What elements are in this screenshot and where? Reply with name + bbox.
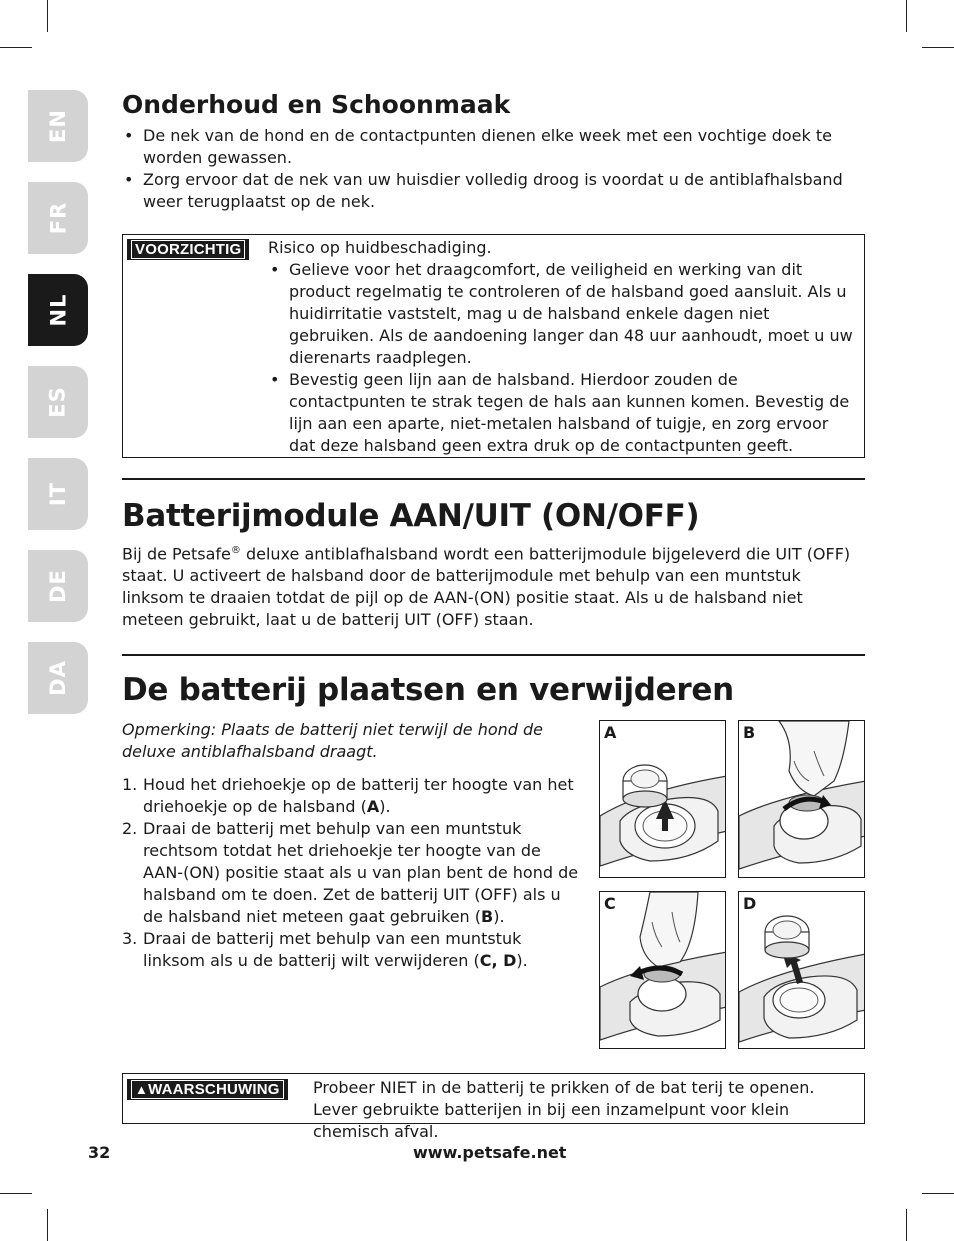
step-item: 2. Draai de batterij met behulp van een muntstuk rechtsom totdat het driehoekje ter hoogte van de AAN-(ON) positie staat als u van plan bent de hond de halsband om te doen. Zet de batterij UIT (OFF) als u de halsband niet meteen gaat gebruiken (B). [122, 819, 579, 926]
battery-replace-title: De batterij plaatsen en verwijderen [122, 672, 734, 708]
step-item: 3. Draai de batterij met behulp van een muntstuk linksom als u de batterij wilt verwijderen (C, D). [122, 929, 528, 970]
caution-box [122, 234, 865, 458]
caution-list [268, 259, 858, 457]
figure-a: A [599, 720, 726, 878]
battery-replace-section [122, 672, 865, 708]
lang-tab-en[interactable]: EN [28, 90, 88, 162]
lang-tab-es[interactable]: ES [28, 366, 88, 438]
maintenance-bullet: • Zorg ervoor dat de nek van uw huisdier volledig droog is voordat u de antiblafhalsband weer terugplaatst op de nek. [122, 169, 865, 213]
battery-insert-illustration [600, 721, 726, 878]
steps-list [122, 774, 582, 972]
maintenance-section [122, 90, 865, 213]
crop-mark [47, 1209, 48, 1241]
caution-bullet: • Bevestig geen lijn aan de halsband. Hierdoor zouden de contactpunten te strak tegen de hals aan kunnen komen. Bevestig de lijn aan een aparte, niet-metalen halsband of tuigje, en zorg ervoor dat deze halsband geen extra druk op de contactpunten geeft. [268, 369, 858, 457]
warning-label: ▲WAARSCHUWING [127, 1079, 288, 1100]
battery-module-section [122, 498, 865, 631]
note-text: Opmerking: Plaats de batterij niet terwijl de hond de deluxe antiblafhalsband draagt. [122, 720, 544, 761]
caution-heading: Risico op huidbeschadiging. [268, 238, 492, 257]
battery-module-text: Bij de Petsafe® deluxe antiblafhalsband wordt een batterijmodule bijgeleverd die UIT (OFF) staat. U activeert de halsband door de batterijmodule met behulp van een muntstuk linksom te draaien totdat de pijl op de AAN-(ON) positie staat. Als u de halsband niet meteen gebruikt, laat u de batterij UIT (OFF) staan. [122, 544, 851, 630]
lang-tab-da[interactable]: DA [28, 642, 88, 714]
crop-mark [0, 1193, 32, 1194]
maintenance-title: Onderhoud en Schoonmaak [122, 90, 511, 119]
figure-b: B [738, 720, 865, 878]
page-number: 32 [88, 1143, 111, 1162]
crop-mark [922, 1193, 954, 1194]
battery-module-title: Batterijmodule AAN/UIT (ON/OFF) [122, 498, 700, 534]
battery-lift-out-illustration [739, 892, 865, 1049]
warning-triangle-icon: ▲ [135, 1082, 149, 1097]
crop-mark [0, 47, 32, 48]
crop-mark [47, 0, 48, 32]
maintenance-bullet: • De nek van de hond en de contactpunten dienen elke week met een vochtige doek te worden gewassen. [122, 125, 865, 169]
crop-mark [922, 47, 954, 48]
crop-mark [906, 0, 907, 32]
section-divider [122, 654, 865, 656]
battery-remove-turn-illustration [600, 892, 726, 1049]
battery-replace-body [122, 719, 582, 972]
section-divider [122, 478, 865, 480]
lang-tab-it[interactable]: IT [28, 458, 88, 530]
warning-text: Probeer NIET in de batterij te prikken of de bat terij te openen. Lever gebruikte batterijen in bij een inzamelpunt voor klein chemisch afval. [313, 1078, 815, 1141]
figure-d: D [738, 891, 865, 1049]
maintenance-list [122, 125, 865, 213]
footer-url[interactable]: www.petsafe.net [413, 1143, 567, 1162]
crop-mark [906, 1209, 907, 1241]
step-item: 1. Houd het driehoekje op de batterij ter hoogte van het driehoekje op de halsband (A). [122, 775, 574, 816]
battery-turn-illustration [739, 721, 865, 878]
lang-tab-de[interactable]: DE [28, 550, 88, 622]
caution-label: VOORZICHTIG [127, 239, 249, 260]
lang-tab-fr[interactable]: FR [28, 182, 88, 254]
lang-tab-nl[interactable]: NL [28, 274, 88, 346]
caution-bullet: • Gelieve voor het draagcomfort, de veiligheid en werking van dit product regelmatig te controleren of de halsband goed aansluit. Als u huidirritatie vaststelt, mag u de halsband enkele dagen niet gebruiken. Als de aandoening langer dan 48 uur aanhoudt, moet u uw dierenarts raadplegen. [268, 259, 858, 369]
figure-c: C [599, 891, 726, 1049]
warning-box [122, 1073, 865, 1141]
